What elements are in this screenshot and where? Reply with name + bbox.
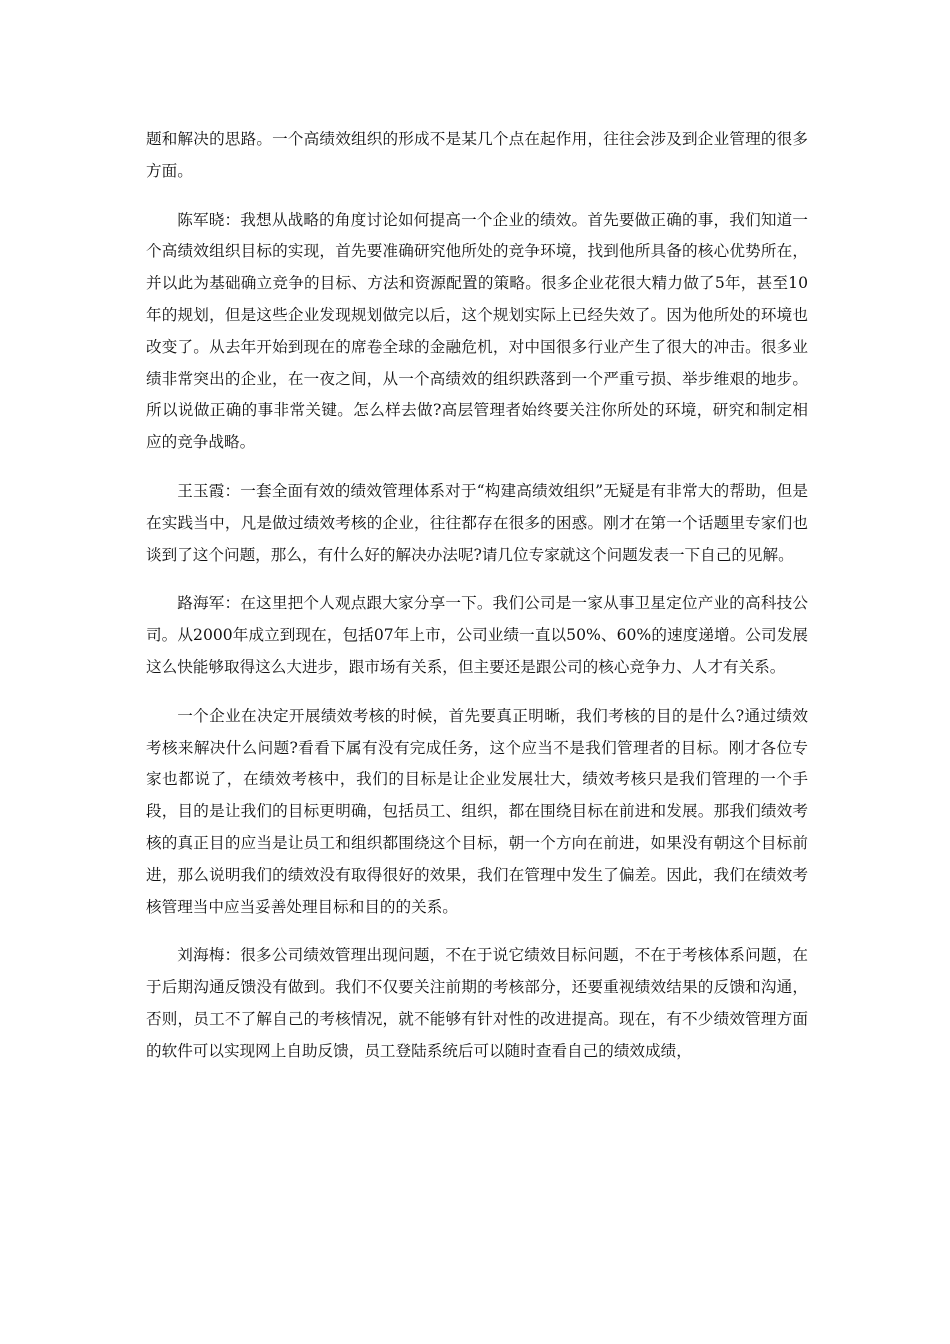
paragraph-lu-haijun: 路海军：在这里把个人观点跟大家分享一下。我们公司是一家从事卫星定位产业的高科技公司。从2000年成立到现在，包括07年上市，公司业绩一直以50%、60%的速度递增。公司发展这么快能够取得这么大进步，跟市场有关系，但主要还是跟公司的核心竞争力、人才有关系。 xyxy=(146,594,808,676)
paragraph-lu-haijun-continued: 一个企业在决定开展绩效考核的时候，首先要真正明晰，我们考核的目的是什么?通过绩效考核来解决什么问题?看看下属有没有完成任务，这个应当不是我们管理者的目标。刚才各位专家也都说了，在绩效考核中，我们的目标是让企业发展壮大，绩效考核只是我们管理的一个手段，目的是让我们的目标更明确，包括员工、组织，都在围绕目标在前进和发展。那我们绩效考核的真正目的应当是让员工和组织都围绕这个目标，朝一个方向在前进，如果没有朝这个目标前进，那么说明我们的绩效没有取得很好的效果，我们在管理中发生了偏差。因此，我们在绩效考核管理当中应当妥善处理目标和目的的关系。 xyxy=(146,706,808,916)
paragraph-wang-yuxia: 王玉霞：一套全面有效的绩效管理体系对于“构建高绩效组织”无疑是有非常大的帮助，但是在实践当中，凡是做过绩效考核的企业，往往都存在很多的困惑。刚才在第一个话题里专家们也谈到了这个问题，那么，有什么好的解决办法呢?请几位专家就这个问题发表一下自己的见解。 xyxy=(146,481,808,564)
paragraph-liu-haimei: 刘海梅：很多公司绩效管理出现问题，不在于说它绩效目标问题，不在于考核体系问题，在于后期沟通反馈没有做到。我们不仅要关注前期的考核部分，还要重视绩效结果的反馈和沟通，否则，员工不了解自己的考核情况，就不能够有针对性的改进提高。现在，有不少绩效管理方面的软件可以实现网上自助反馈，员工登陆系统后可以随时查看自己的绩效成绩， xyxy=(146,946,808,1060)
paragraph-continuation: 题和解决的思路。一个高绩效组织的形成不是某几个点在起作用，往往会涉及到企业管理的很多方面。 xyxy=(146,130,808,180)
paragraph-chen-junxiao: 陈军晓：我想从战略的角度讨论如何提高一个企业的绩效。首先要做正确的事，我们知道一个高绩效组织目标的实现，首先要准确研究他所处的竞争环境，找到他所具备的核心优势所在，并以此为基础确立竞争的目标、方法和资源配置的策略。很多企业花很大精力做了5年，甚至10年的规划，但是这些企业发现规划做完以后，这个规划实际上已经失效了。因为他所处的环境也改变了。从去年开始到现在的席卷全球的金融危机，对中国很多行业产生了很大的冲击。很多业绩非常突出的企业，在一夜之间，从一个高绩效的组织跌落到一个严重亏损、举步维艰的地步。所以说做正确的事非常关键。怎么样去做?高层管理者始终要关注你所处的环境，研究和制定相应的竞争战略。 xyxy=(146,210,808,452)
document-page xyxy=(146,124,808,1085)
